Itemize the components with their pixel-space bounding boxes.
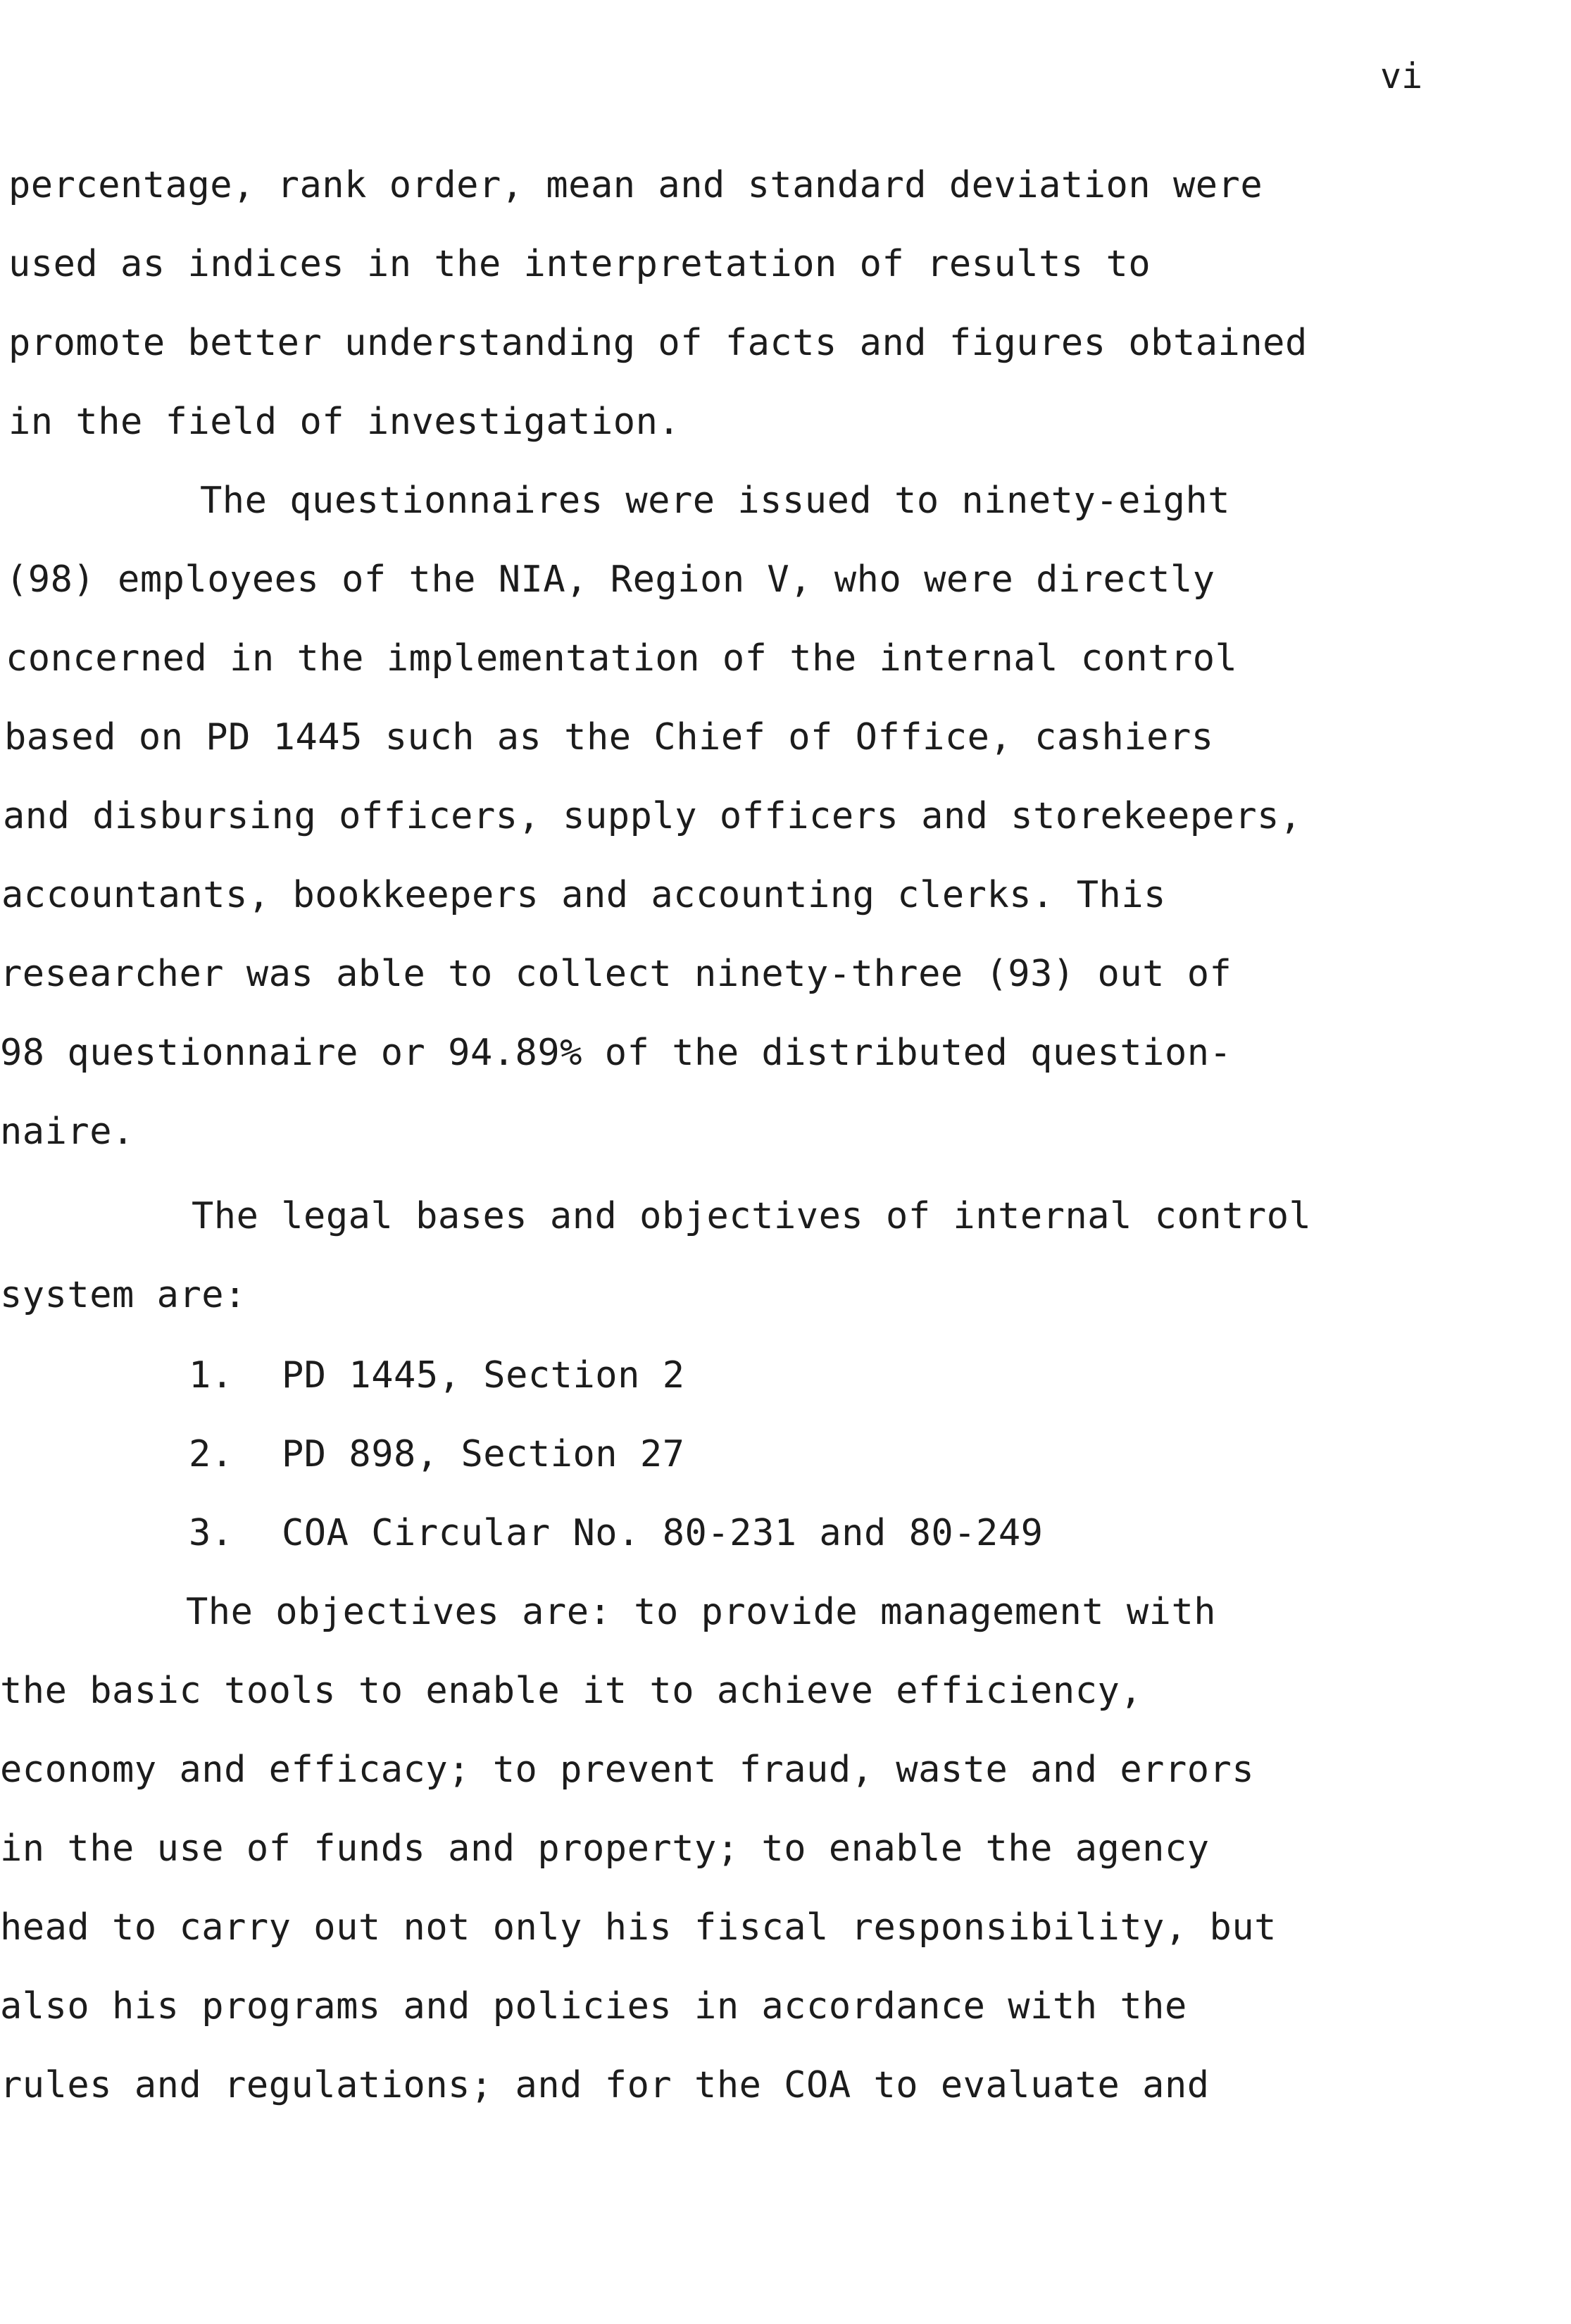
paragraph-3-line-2: system are: <box>0 1274 246 1316</box>
paragraph-2-line-3: concerned in the implementation of the internal control <box>6 637 1238 680</box>
legal-basis-number: 3. <box>189 1512 234 1554</box>
paragraph-2-line-1: The questionnaires were issued to ninety-eight <box>200 480 1231 522</box>
paragraph-1-line-2: used as indices in the interpretation of results to <box>8 243 1151 285</box>
paragraph-1-line-4: in the field of investigation. <box>8 401 681 443</box>
paragraph-4-line-2: the basic tools to enable it to achieve efficiency, <box>0 1670 1143 1712</box>
paragraph-3-line-1: The legal bases and objectives of internal control <box>192 1195 1312 1237</box>
paragraph-2-line-7: researcher was able to collect ninety-three (93) out of <box>0 953 1232 995</box>
paragraph-4-line-7: rules and regulations; and for the COA to evaluate and <box>0 2064 1210 2106</box>
paragraph-2-line-6: accountants, bookkeepers and accounting clerks. This <box>1 874 1166 916</box>
legal-basis-text: PD 898, Section 27 <box>282 1433 685 1475</box>
paragraph-2-line-4: based on PD 1445 such as the Chief of Office, cashiers <box>4 716 1214 758</box>
paragraph-4-line-1: The objectives are: to provide management with <box>186 1591 1217 1633</box>
paragraph-4-line-3: economy and efficacy; to prevent fraud, waste and errors <box>0 1749 1255 1791</box>
paragraph-4-line-6: also his programs and policies in accordance with the <box>0 1985 1187 2028</box>
paragraph-4-line-5: head to carry out not only his fiscal responsibility, but <box>0 1906 1277 1949</box>
paragraph-2-line-2: (98) employees of the NIA, Region V, who were directly <box>6 558 1215 601</box>
legal-basis-number: 2. <box>189 1433 234 1475</box>
page-number: vi <box>1380 56 1423 96</box>
paragraph-1-line-1: percentage, rank order, mean and standard deviation were <box>8 164 1263 206</box>
paragraph-1-line-3: promote better understanding of facts and figures obtained <box>8 322 1308 364</box>
legal-basis-text: PD 1445, Section 2 <box>282 1354 685 1397</box>
paragraph-2-line-8: 98 questionnaire or 94.89% of the distributed question- <box>0 1032 1232 1074</box>
legal-basis-text: COA Circular No. 80-231 and 80-249 <box>282 1512 1044 1554</box>
legal-basis-number: 1. <box>189 1354 234 1397</box>
paragraph-4-line-4: in the use of funds and property; to enable the agency <box>0 1828 1210 1870</box>
paragraph-2-line-9: naire. <box>0 1111 134 1153</box>
paragraph-2-line-5: and disbursing officers, supply officers and storekeepers, <box>3 795 1302 837</box>
